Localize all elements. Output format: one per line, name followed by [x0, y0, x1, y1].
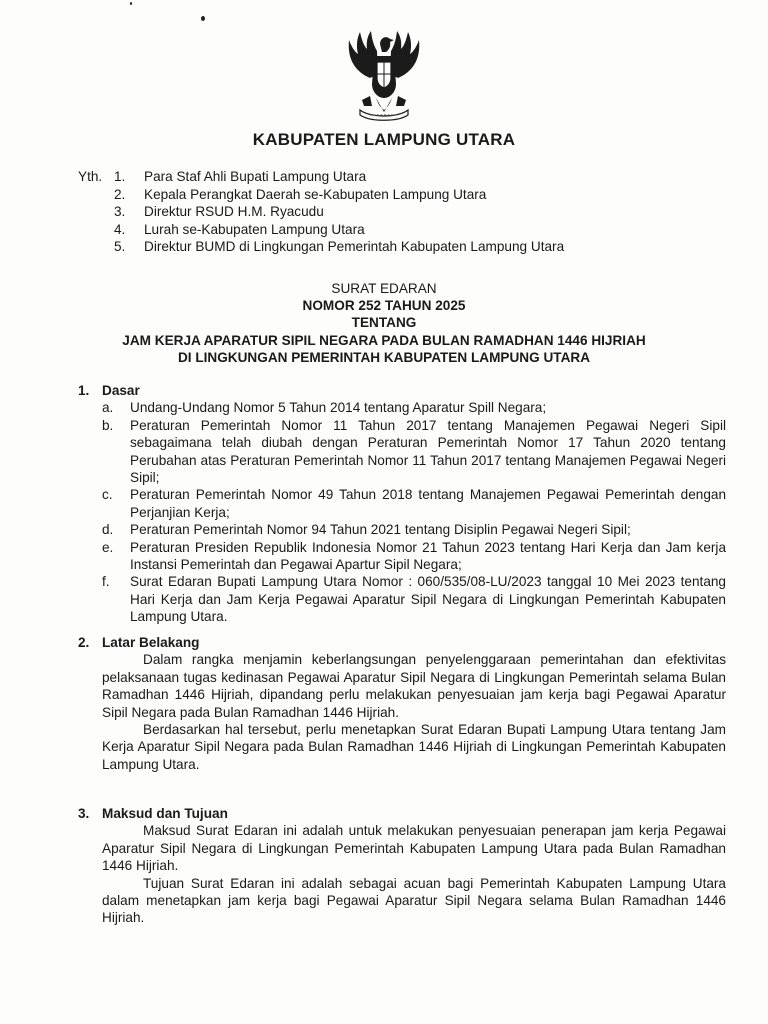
addressee-list [114, 168, 734, 256]
circular-title [0, 280, 768, 366]
title-line: SURAT EDARAN [331, 281, 437, 296]
scan-speck [201, 16, 205, 21]
paragraph: Maksud Surat Edaran ini adalah untuk melakukan penyesuaian penerapan jam kerja Pegawai Aparatur Sipil Negara di Lingkungan Pemerintah Kabupaten Lampung Utara pada Bulan Ramadhan 1446 Hijriah. [102, 823, 726, 874]
list-item: b. Peraturan Pemerintah Nomor 11 Tahun 2017 tentang Manajemen Pegawai Negeri Sipil sebagaimana telah diubah dengan Peraturan Pemerintah Nomor 17 Tahun 2020 tentang Perubahan atas Peraturan Pemerintah Nomor 11 Tahun 2017 tentang Manajemen Pegawai Negeri Sipil; [102, 417, 726, 486]
list-item: a. Undang-Undang Nomor 5 Tahun 2014 tentang Aparatur Spill Negara; [102, 400, 547, 416]
title-subject: DI LINGKUNGAN PEMERINTAH KABUPATEN LAMPUNG UTARA [177, 349, 591, 365]
section-maksud-tujuan [78, 805, 726, 927]
addressee-item: 2. Kepala Perangkat Daerah se-Kabupaten Lampung Utara [114, 186, 487, 202]
paragraph: Dalam rangka menjamin keberlangsungan penyelenggaraan pemerintahan dan efektivitas pelaksanaan tugas kedinasan Pegawai Aparatur Sipil Negara di Lingkungan Pemerintah selama Bulan Ramadhan 1446 Hijriah, dipandang perlu melakukan penyesuaian jam kerja bagi Pegawai Aparatur Sipil Negara pada Bulan Ramadhan 1446 Hijriah. [102, 652, 726, 720]
addressee-item: 4. Lurah se-Kabupaten Lampung Utara [114, 221, 365, 237]
list-item: c. Peraturan Pemerintah Nomor 49 Tahun 2018 tentang Manajemen Pegawai Pemerintah dengan Perjanjian Kerja; [102, 487, 726, 520]
garuda-emblem-icon [340, 26, 428, 126]
paragraph: Berdasarkan hal tersebut, perlu menetapkan Surat Edaran Bupati Lampung Utara tentang Jam Kerja Aparatur Sipil Negara pada Bulan Ramadhan 1446 Hijriah di Lingkungan Pemerintah Kabupaten Lampung Utara. [102, 722, 726, 772]
scan-speck [130, 2, 132, 5]
section-latar-belakang [78, 634, 726, 773]
title-subject: JAM KERJA APARATUR SIPIL NEGARA PADA BULAN RAMADHAN 1446 HIJRIAH [122, 332, 646, 348]
title-line: TENTANG [351, 315, 417, 331]
paragraph: Tujuan Surat Edaran ini adalah sebagai acuan bagi Pemerintah Kabupaten Lampung Utara dalam menetapkan jam kerja bagi Pegawai Aparatur Sipil Negara selama Bulan Ramadhan 1446 Hijriah. [102, 875, 726, 926]
title-number: NOMOR 252 TAHUN 2025 [302, 298, 466, 314]
section-dasar [78, 382, 726, 626]
section-heading: 1. Dasar [78, 383, 140, 398]
addressee-item: 5. Direktur BUMD di Lingkungan Pemerintah Kabupaten Lampung Utara [114, 239, 565, 255]
section-heading: 3. Maksud dan Tujuan [78, 806, 228, 821]
regency-name: KABUPATEN LAMPUNG UTARA [252, 130, 516, 149]
addressee-item: 1. Para Staf Ahli Bupati Lampung Utara [114, 169, 367, 184]
legal-basis-list [102, 399, 726, 625]
addressee-item: 3. Direktur RSUD H.M. Ryacudu [114, 204, 324, 220]
list-item: f. Surat Edaran Bupati Lampung Utara Nomor : 060/535/08-LU/2023 tanggal 10 Mei 2023 tentang Hari Kerja dan Jam Kerja Pegawai Aparatur Sipil Negara di Lingkungan Pemerintah Kabupaten Lampung Utara. [102, 574, 726, 625]
list-item: e. Peraturan Presiden Republik Indonesia Nomor 21 Tahun 2023 tentang Hari Kerja dan Jam kerja Instansi Pemerintah dan Pegawai Apartur Sipil Negara; [102, 539, 726, 573]
section-heading: 2. Latar Belakang [78, 635, 200, 650]
list-item: d. Peraturan Pemerintah Nomor 94 Tahun 2021 tentang Disiplin Pegawai Negeri Sipil; [102, 522, 631, 538]
addressee-label: Yth. [78, 169, 103, 184]
